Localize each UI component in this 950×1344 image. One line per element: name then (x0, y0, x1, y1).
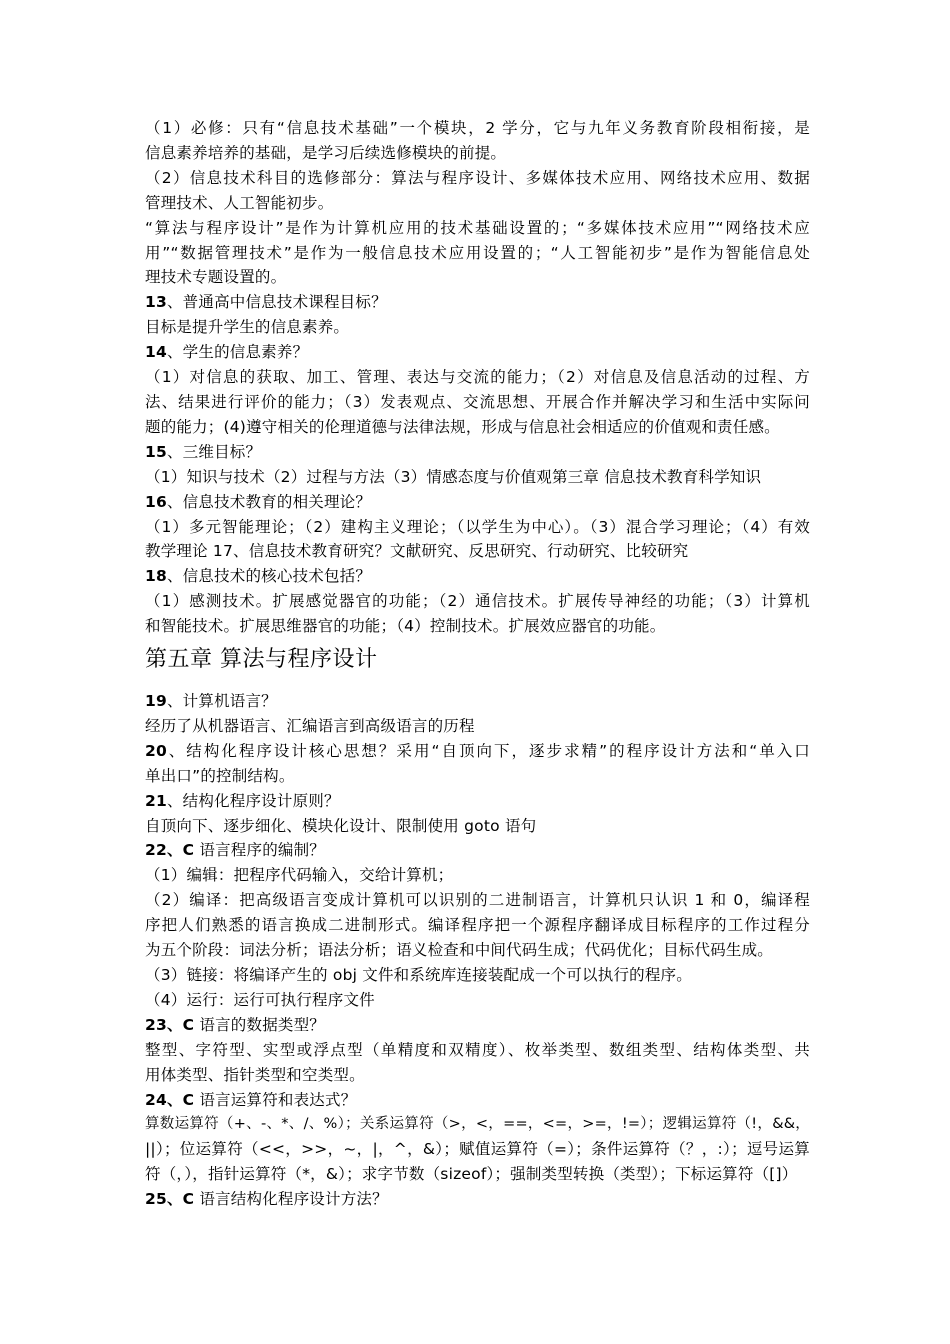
paragraph-line: （4）运行：运行可执行程序文件 (145, 990, 375, 1009)
paragraph-line: ||）；位运算符（<<，>>，~，|，^，&）；赋值运算符（=）；条件运算符（？，:）；逗号运算 (145, 1140, 810, 1159)
question-text: 、三维目标？ (166, 442, 262, 461)
question-heading (145, 789, 810, 814)
question-number: 23 (145, 1015, 167, 1034)
question-text: 语言程序的编制？ (194, 841, 325, 860)
paragraph-line: “算法与程序设计”是作为计算机应用的技术基础设置的；“多媒体技术应用”“网络技术应 (145, 218, 810, 237)
question-text: 、信息技术的核心技术包括？ (166, 567, 372, 586)
paragraph-line: 用体类型、指针类型和空类型。 (145, 1065, 365, 1084)
question-number: 18 (145, 567, 167, 586)
question-number-suffix: 、C (166, 1015, 195, 1034)
question-text: 、信息技术教育的相关理论？ (166, 492, 372, 511)
paragraph-line: 法、结果进行评价的能力；（3）发表观点、交流思想、开展合作并解决学习和生活中实际问 (145, 392, 810, 411)
question-heading (145, 564, 810, 589)
paragraph-line: 自顶向下、逐步细化、模块化设计、限制使用 goto 语句 (145, 816, 537, 835)
question-text: 、计算机语言？ (166, 692, 277, 711)
paragraph-line: 管理技术、人工智能初步。 (145, 193, 334, 212)
question-heading (145, 290, 810, 315)
question-text: 、普通高中信息技术课程目标？ (166, 293, 387, 312)
question-text: 、结构化程序设计核心思想？采用“自顶向下，逐步求精”的程序设计方法和“单入口 (166, 741, 810, 760)
question-number: 16 (145, 492, 167, 511)
question-heading (145, 689, 810, 714)
paragraph-line: 经历了从机器语言、汇编语言到高级语言的历程 (145, 716, 475, 735)
paragraph-line: 理技术专题设置的。 (145, 268, 287, 287)
paragraph-line: （2）信息技术科目的选修部分：算法与程序设计、多媒体技术应用、网络技术应用、数据 (145, 168, 810, 187)
paragraph-line: 算数运算符（+、-、*、/、%）；关系运算符（>，<，==，<=，>=，!=）；逻辑运算符（!，&&， (145, 1116, 810, 1133)
question-text: 语言的数据类型？ (194, 1015, 325, 1034)
question-number: 22 (145, 841, 167, 860)
question-number-suffix: 、C (166, 841, 195, 860)
paragraph-line: （1）编辑：把程序代码输入，交给计算机； (145, 866, 454, 885)
chapter-title: 第五章 算法与程序设计 (145, 647, 378, 673)
question-number: 14 (145, 343, 167, 362)
question-number: 13 (145, 293, 167, 312)
question-number: 24 (145, 1090, 167, 1109)
paragraph-line: （1）知识与技术（2）过程与方法（3）情感态度与价值观第三章 信息技术教育科学知识 (145, 467, 762, 486)
question-number-suffix: 、C (166, 1190, 195, 1209)
question-number: 19 (145, 692, 167, 711)
paragraph-line: （3）链接：将编译产生的 obj 文件和系统库连接装配成一个可以执行的程序。 (145, 966, 692, 984)
paragraph-line: （1）必修：只有“信息技术基础”一个模块，2 学分，它与九年义务教育阶段相衔接，是 (145, 119, 810, 137)
question-heading (145, 1013, 810, 1038)
paragraph-line: 和智能技术。扩展思维器官的功能；（4）控制技术。扩展效应器官的功能。 (145, 617, 666, 636)
paragraph-line: 整型、字符型、实型或浮点型（单精度和双精度）、枚举类型、数组类型、结构体类型、共 (145, 1040, 810, 1059)
paragraph-line: 信息素养培养的基础，是学习后续选修模块的前提。 (145, 143, 507, 162)
paragraph-line (145, 764, 810, 789)
question-heading (145, 838, 810, 863)
question-heading (145, 1088, 810, 1113)
paragraph-line: （1）对信息的获取、加工、管理、表达与交流的能力；（2）对信息及信息活动的过程、方 (145, 368, 810, 387)
question-heading (145, 1187, 810, 1212)
paragraph-line: 符（，），指针运算符（*，&）；求字节数（sizeof）；强制类型转换（类型）；下标运算符（[]） (145, 1165, 798, 1184)
question-text: 语言结构化程序设计方法？ (194, 1190, 388, 1209)
question-number: 20 (145, 741, 167, 760)
paragraph-line: 为五个阶段：词法分析；语法分析；语义检查和中间代码生成；代码优化；目标代码生成。 (145, 941, 774, 960)
paragraph-line: 序把人们熟悉的语言换成二进制形式。编译程序把一个源程序翻译成目标程序的工作过程分 (145, 916, 810, 935)
question-number: 21 (145, 791, 167, 810)
question-number-suffix: 、C (166, 1090, 195, 1109)
paragraph-line: 用”“数据管理技术”是作为一般信息技术应用设置的；“人工智能初步”是作为智能信息处 (145, 243, 810, 262)
paragraph-line: 题的能力；(4)遵守相关的伦理道德与法律法规，形成与信息社会相适应的价值观和责任感。 (145, 417, 780, 436)
paragraph-line: （1）多元智能理论；（2）建构主义理论；（以学生为中心）。（3）混合学习理论；（4）有效 (145, 517, 810, 536)
document-page (145, 116, 810, 1212)
question-number: 25 (145, 1190, 167, 1209)
question-heading (145, 440, 810, 465)
question-heading (145, 340, 810, 365)
paragraph-line: 目标是提升学生的信息素养。 (145, 318, 350, 337)
question-text: 、学生的信息素养？ (166, 343, 309, 362)
question-text: 、结构化程序设计原则？ (166, 791, 340, 810)
question-text: 单出口”的控制结构。 (145, 766, 295, 785)
question-number: 15 (145, 442, 167, 461)
question-heading (145, 490, 810, 515)
question-heading (145, 739, 810, 764)
paragraph-line: （1）感测技术。扩展感觉器官的功能；（2）通信技术。扩展传导神经的功能；（3）计算机 (145, 592, 810, 611)
paragraph-line: （2）编译：把高级语言变成计算机可以识别的二进制语言，计算机只认识 1 和 0，编译程 (145, 891, 810, 910)
paragraph-line: 教学理论 17、信息技术教育研究？文献研究、反思研究、行动研究、比较研究 (145, 542, 689, 561)
question-text: 语言运算符和表达式？ (194, 1090, 357, 1109)
